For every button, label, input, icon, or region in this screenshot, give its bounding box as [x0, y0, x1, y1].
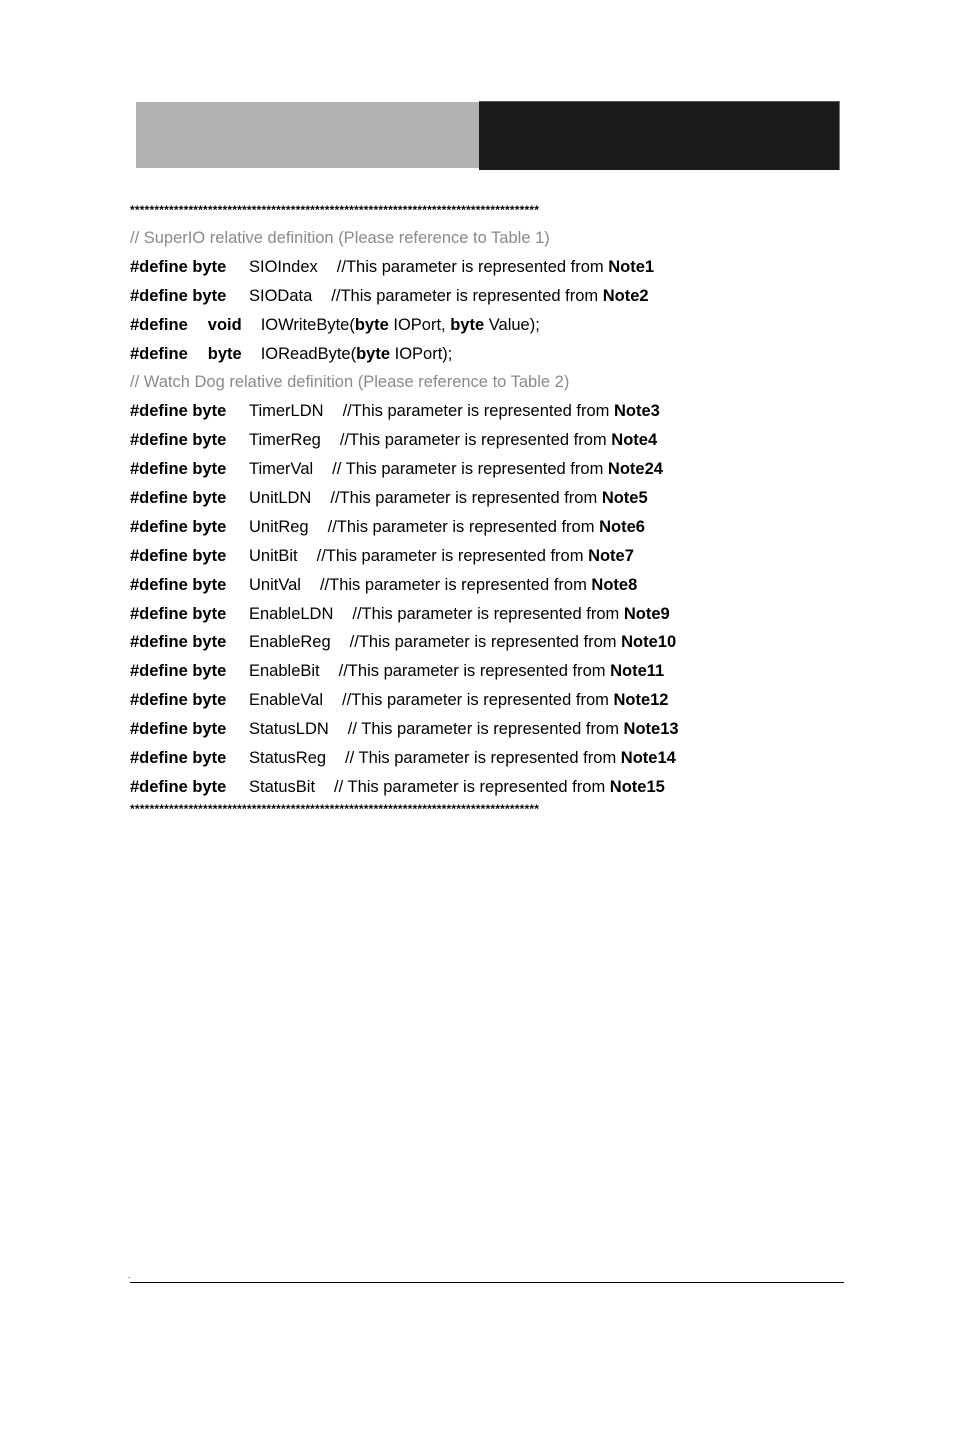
define-statusldn — [130, 715, 830, 744]
inline-comment: //This parameter is represented from — [349, 633, 617, 652]
code-listing — [130, 196, 830, 820]
note-reference: Note15 — [609, 777, 665, 796]
inline-comment: //This parameter is represented from — [327, 517, 595, 536]
define-timerldn — [130, 397, 830, 426]
define-keyword: #define byte — [130, 460, 227, 479]
type-keyword: void — [207, 315, 242, 334]
page-header-bar — [136, 101, 840, 169]
parameter-name: UnitLDN — [249, 489, 312, 508]
define-keyword: #define byte — [130, 402, 227, 421]
param-type: byte — [356, 344, 391, 363]
note-reference: Note3 — [614, 402, 660, 421]
inline-comment: //This parameter is represented from — [331, 286, 599, 305]
note-reference: Note8 — [591, 575, 638, 594]
note-reference: Note1 — [608, 257, 655, 276]
define-enableldn — [130, 600, 830, 629]
inline-comment: //This parameter is represented from — [342, 691, 609, 710]
parameter-name: EnableLDN — [249, 604, 334, 623]
define-unitldn — [130, 484, 830, 513]
note-reference: Note12 — [613, 691, 669, 710]
inline-comment: // This parameter is represented from — [345, 749, 617, 768]
parameter-name: EnableVal — [249, 691, 324, 710]
define-keyword: #define byte — [130, 489, 227, 508]
parameter-name: StatusLDN — [249, 720, 329, 739]
inline-comment: //This parameter is represented from — [330, 489, 598, 508]
note-reference: Note14 — [620, 749, 676, 768]
note-reference: Note24 — [607, 460, 663, 479]
note-reference: Note9 — [623, 604, 670, 623]
parameter-name: SIOData — [249, 286, 313, 305]
function-name: IOReadByte( — [260, 344, 357, 363]
parameter-name: TimerReg — [249, 431, 321, 450]
define-keyword: #define byte — [130, 720, 227, 739]
define-keyword: #define byte — [130, 777, 227, 796]
param-type: byte — [354, 315, 389, 334]
note-reference: Note5 — [601, 489, 648, 508]
define-iowritebyte — [130, 311, 830, 340]
parameter-name: StatusReg — [249, 749, 327, 768]
watchdog-definitions — [130, 397, 830, 801]
separator-top: ************************************************************************************ — [130, 203, 540, 217]
function-name: IOWriteByte( — [260, 315, 355, 334]
define-keyword: #define byte — [130, 286, 227, 305]
define-keyword: #define byte — [130, 604, 227, 623]
note-reference: Note4 — [611, 431, 658, 450]
separator-bottom: ************************************************************************************ — [130, 801, 540, 816]
type-keyword: byte — [207, 344, 242, 363]
define-timerreg — [130, 426, 830, 455]
footer-rule — [130, 1282, 844, 1283]
parameter-name: EnableReg — [249, 633, 331, 652]
param-name: Value); — [484, 315, 540, 334]
define-keyword: #define byte — [130, 257, 227, 276]
define-timerval — [130, 455, 830, 484]
parameter-name: TimerVal — [249, 460, 314, 479]
inline-comment: //This parameter is represented from — [339, 431, 607, 450]
define-siodata — [130, 282, 830, 311]
param-name: IOPort); — [390, 344, 453, 363]
footer-mark: . — [128, 1271, 131, 1280]
comment-superio: // SuperIO relative definition (Please reference to Table 1) — [130, 229, 550, 247]
define-keyword: #define byte — [130, 749, 227, 768]
define-keyword: #define byte — [130, 575, 227, 594]
define-keyword: #define byte — [130, 691, 227, 710]
define-ioreadbyte — [130, 340, 830, 369]
define-unitval — [130, 571, 830, 600]
parameter-name: UnitReg — [249, 517, 309, 536]
inline-comment: // This parameter is represented from — [347, 720, 619, 739]
parameter-name: UnitBit — [249, 546, 298, 565]
define-keyword: #define byte — [130, 517, 227, 536]
header-black-block — [479, 101, 840, 170]
param-name: IOPort, — [388, 315, 451, 334]
inline-comment: //This parameter is represented from — [342, 402, 610, 421]
define-enablebit — [130, 657, 830, 686]
parameter-name: TimerLDN — [249, 402, 324, 421]
note-reference: Note13 — [623, 720, 679, 739]
note-reference: Note7 — [588, 546, 634, 565]
inline-comment: // This parameter is represented from — [334, 777, 606, 796]
comment-watchdog: // Watch Dog relative definition (Please reference to Table 2) — [130, 373, 570, 392]
define-keyword: #define byte — [130, 546, 227, 565]
inline-comment: //This parameter is represented from — [336, 257, 604, 276]
note-reference: Note11 — [610, 662, 665, 681]
note-reference: Note10 — [621, 633, 677, 652]
define-keyword: #define byte — [130, 633, 227, 652]
inline-comment: //This parameter is represented from — [319, 575, 587, 594]
define-statusreg — [130, 744, 830, 773]
param-type: byte — [450, 315, 485, 334]
inline-comment: //This parameter is represented from — [338, 662, 606, 681]
parameter-name: UnitVal — [249, 575, 301, 594]
define-sioindex — [130, 253, 830, 282]
inline-comment: //This parameter is represented from — [316, 546, 584, 565]
superio-definitions — [130, 253, 830, 311]
define-keyword: #define byte — [130, 431, 227, 450]
define-enablereg — [130, 628, 830, 657]
inline-comment: //This parameter is represented from — [352, 604, 620, 623]
define-enableval — [130, 686, 830, 715]
parameter-name: EnableBit — [249, 662, 320, 681]
define-unitreg — [130, 513, 830, 542]
parameter-name: SIOIndex — [249, 257, 318, 276]
define-keyword: #define byte — [130, 662, 227, 681]
define-keyword: #define — [130, 315, 188, 334]
define-keyword: #define — [130, 344, 188, 363]
define-unitbit — [130, 542, 830, 571]
parameter-name: StatusBit — [249, 777, 316, 796]
note-reference: Note6 — [599, 517, 645, 536]
inline-comment: // This parameter is represented from — [332, 460, 604, 479]
note-reference: Note2 — [602, 286, 649, 305]
header-gray-block — [136, 102, 479, 168]
